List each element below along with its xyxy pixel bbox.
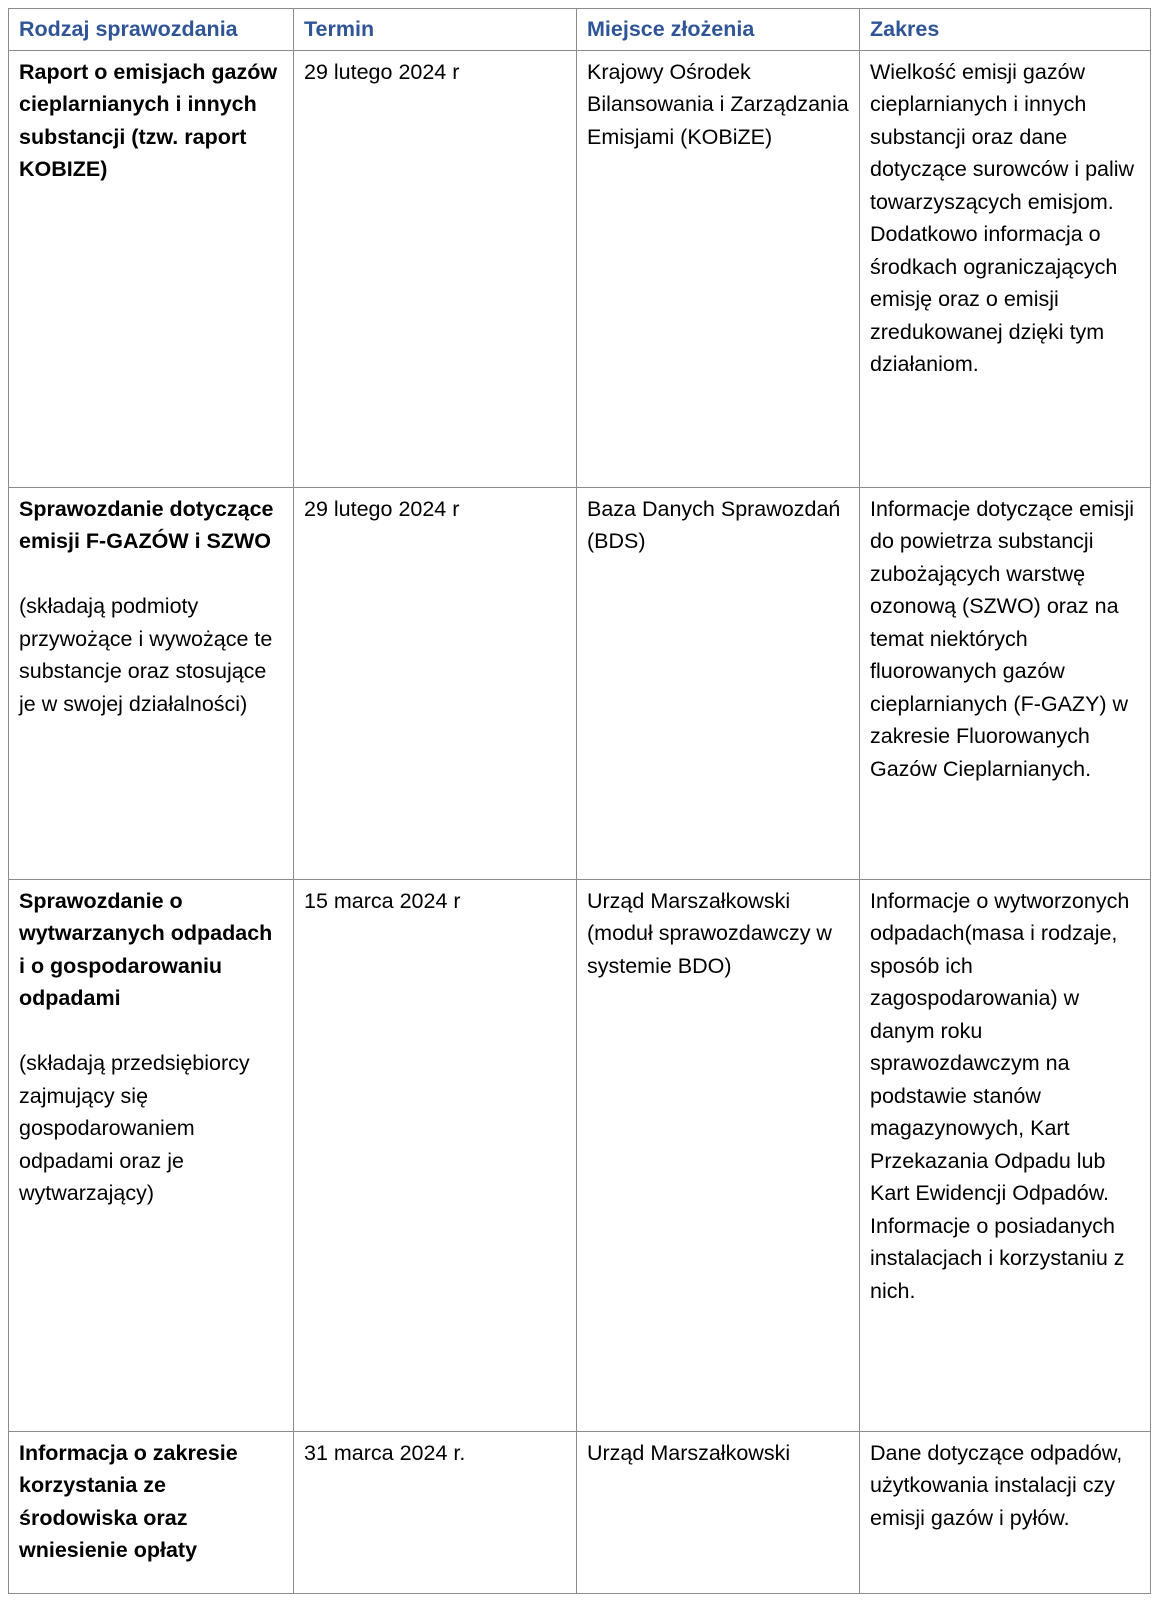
cell-report-type xyxy=(9,487,294,879)
cell-deadline: 15 marca 2024 r xyxy=(294,879,577,1431)
cell-submission-place: Baza Danych Sprawozdań (BDS) xyxy=(577,487,860,879)
scope-paragraph: Informacje dotyczące emisji do powietrza substancji zubożających warstwę ozonową (SZWO) oraz na temat niektórych fluorowanych gazów cieplarnianych (F-GAZY) w zakresie Fluorowanych Gazów Cieplarnianych. xyxy=(870,496,1135,781)
table-row xyxy=(9,487,1151,879)
cell-scope xyxy=(860,1431,1151,1593)
scope-paragraph: Wielkość emisji gazów cieplarnianych i innych substancji oraz dane dotyczące surowców i paliw towarzyszących emisjom. xyxy=(870,59,1135,214)
cell-submission-place: Urząd Marszałkowski xyxy=(577,1431,860,1593)
cell-deadline: 29 lutego 2024 r xyxy=(294,487,577,879)
report-title: Raport o emisjach gazów cieplarnianych i innych substancji (tzw. raport KOBIZE) xyxy=(19,59,278,181)
cell-deadline: 31 marca 2024 r. xyxy=(294,1431,577,1593)
header-submission-place: Miejsce złożenia xyxy=(577,9,860,51)
header-row xyxy=(9,9,1151,51)
scope-paragraph: Dodatkowo informacja o środkach ograniczających emisję oraz o emisji zredukowanej dzięki tym działaniom. xyxy=(870,222,1118,376)
scope-paragraph: Dane dotyczące odpadów, użytkowania instalacji czy emisji gazów i pyłów. xyxy=(870,1440,1123,1530)
header-report-type: Rodzaj sprawozdania xyxy=(9,9,294,51)
reporting-table xyxy=(8,8,1151,1594)
scope-paragraph: Informacje o wytworzonych odpadach(masa i rodzaje, sposób ich zagospodarowania) w danym roku sprawozdawczym na podstawie stanów magazynowych, Kart Przekazania Odpadu lub Kart Ewidencji Odpadów. xyxy=(870,888,1130,1205)
header-deadline: Termin xyxy=(294,9,577,51)
report-title: Informacja o zakresie korzystania ze środowiska oraz wniesienie opłaty xyxy=(19,1440,238,1562)
cell-report-type xyxy=(9,879,294,1431)
cell-deadline: 29 lutego 2024 r xyxy=(294,50,577,487)
report-note: (składają podmioty przywożące i wywożące te substancje oraz stosujące je w swojej działalności) xyxy=(19,594,273,716)
report-note: (składają przedsiębiorcy zajmujący się gospodarowaniem odpadami oraz je wytwarzający) xyxy=(19,1051,250,1205)
report-title: Sprawozdanie dotyczące emisji F-GAZÓW i SZWO xyxy=(19,496,274,553)
cell-scope xyxy=(860,487,1151,879)
cell-report-type xyxy=(9,1431,294,1593)
cell-submission-place: Krajowy Ośrodek Bilansowania i Zarządzania Emisjami (KOBiZE) xyxy=(577,50,860,487)
report-title: Sprawozdanie o wytwarzanych odpadach i o gospodarowaniu odpadami xyxy=(19,888,273,1010)
cell-scope xyxy=(860,879,1151,1431)
cell-report-type xyxy=(9,50,294,487)
table-row xyxy=(9,1431,1151,1593)
table-row xyxy=(9,50,1151,487)
table-row xyxy=(9,879,1151,1431)
cell-submission-place: Urząd Marszałkowski (moduł sprawozdawczy w systemie BDO) xyxy=(577,879,860,1431)
header-scope: Zakres xyxy=(860,9,1151,51)
scope-paragraph: Informacje o posiadanych instalacjach i korzystaniu z nich. xyxy=(870,1213,1125,1303)
cell-scope xyxy=(860,50,1151,487)
